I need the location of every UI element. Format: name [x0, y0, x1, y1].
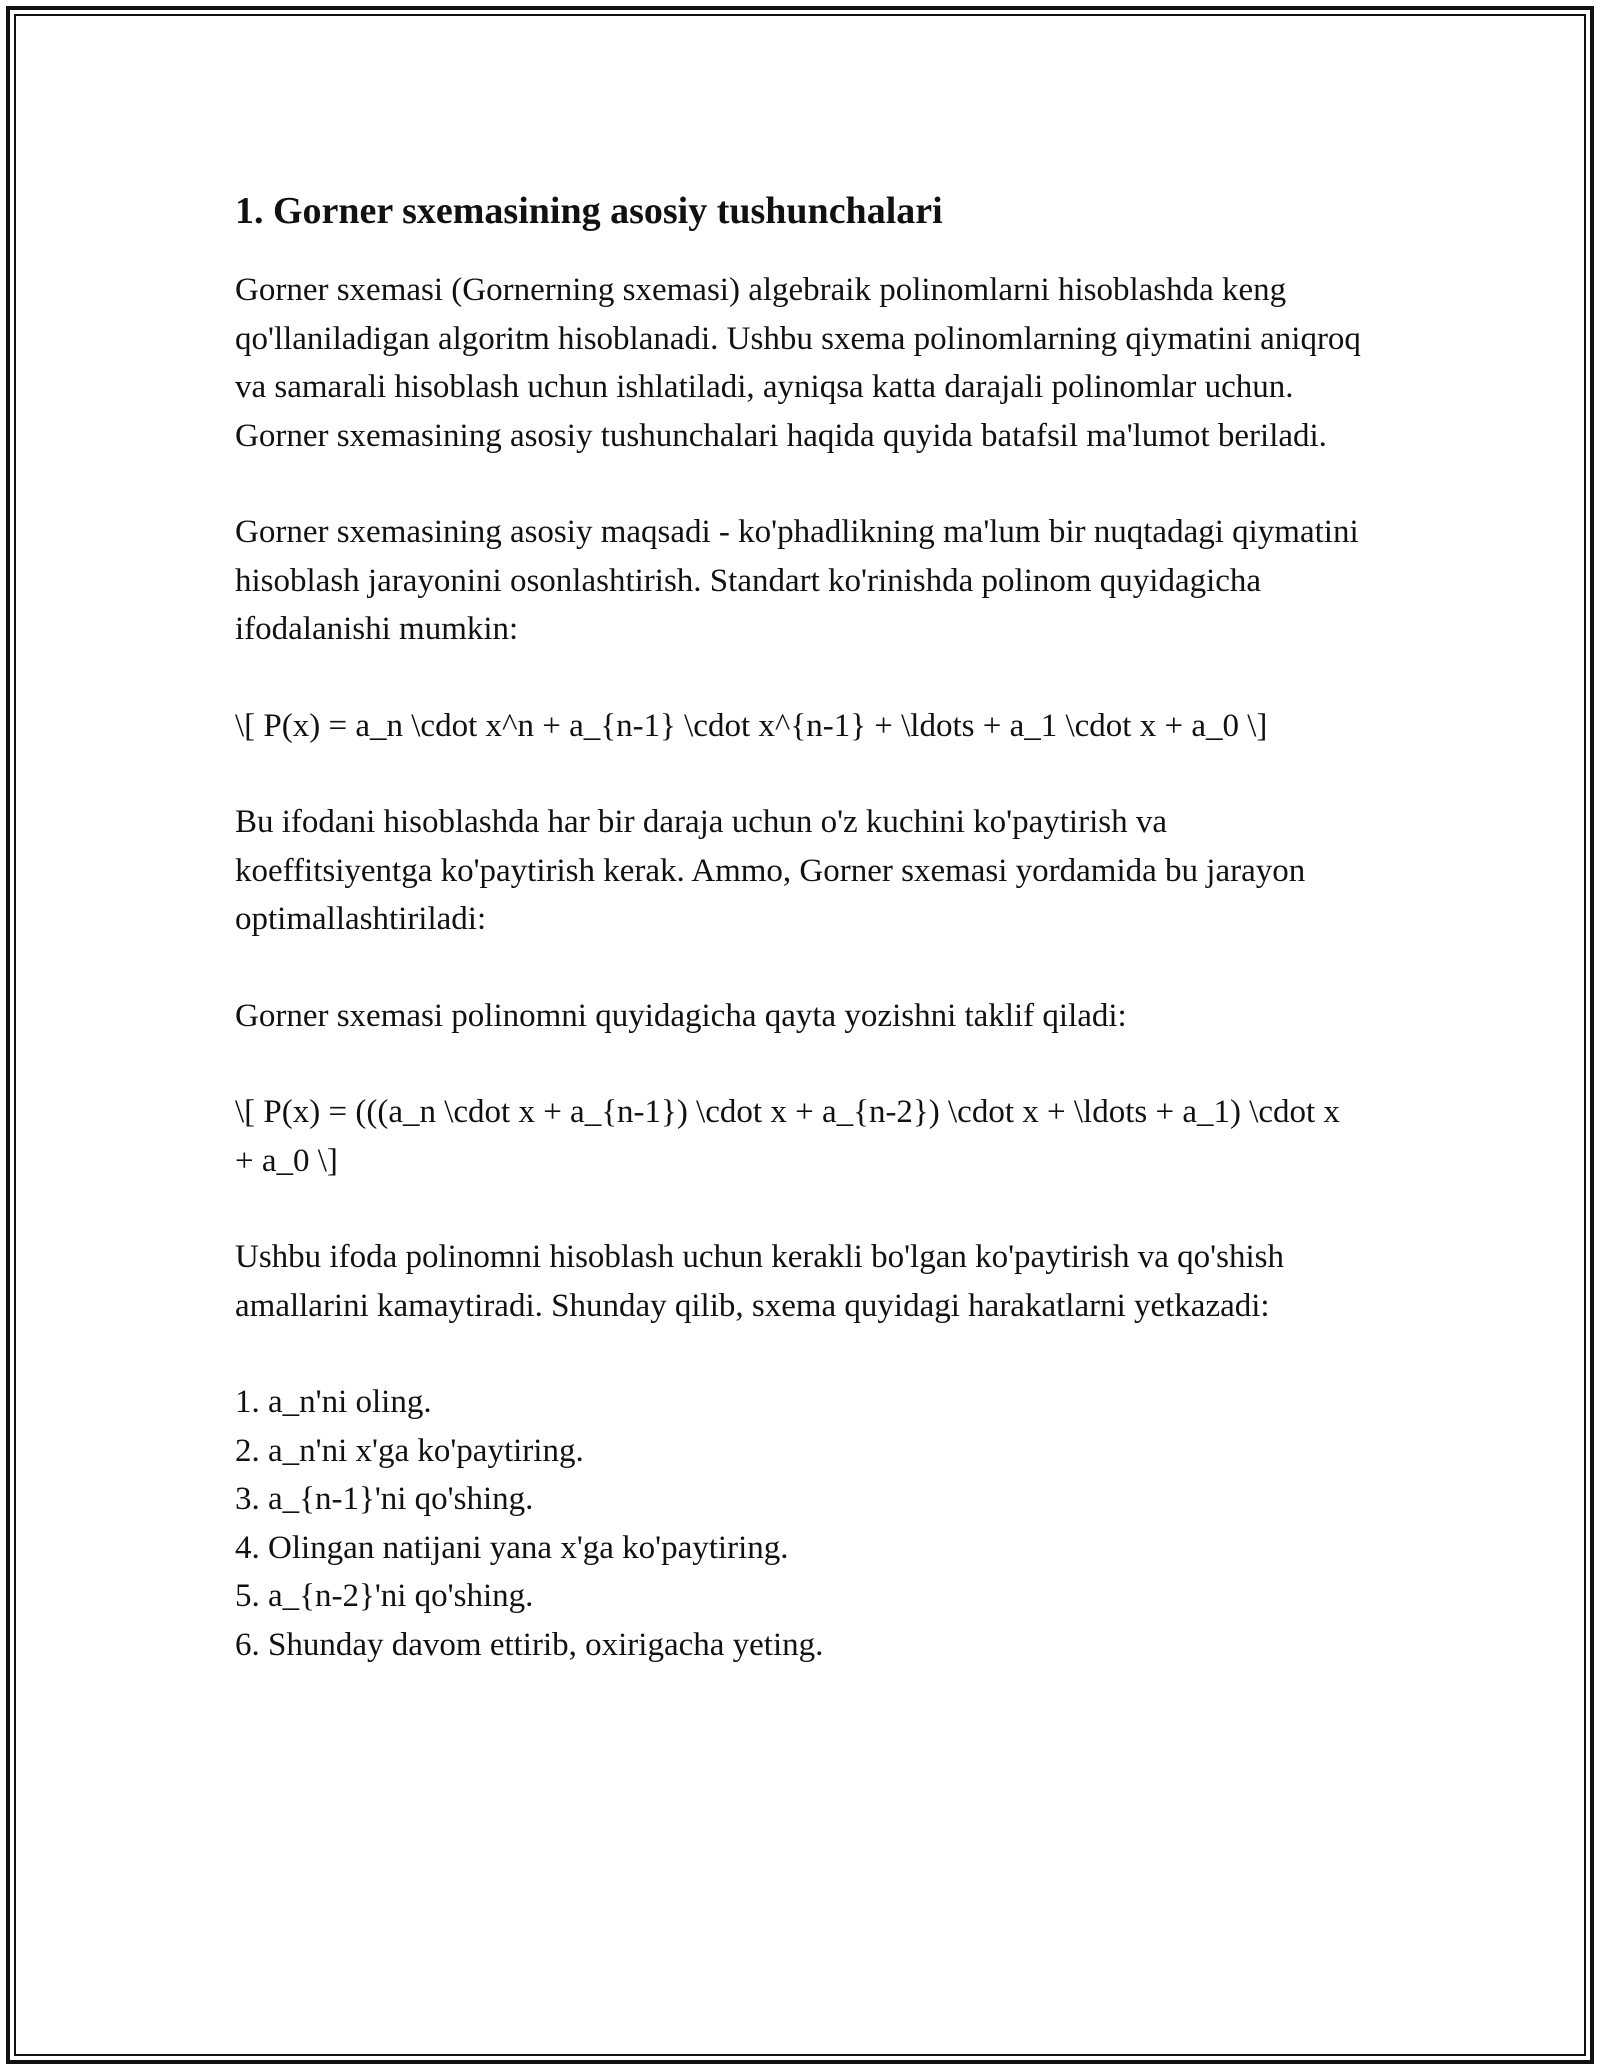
document-body	[235, 186, 1370, 1669]
list-item: 5. a_{n-2}'ni qo'shing.	[235, 1578, 534, 1614]
paragraph-explanation: Bu ifodani hisoblashda har bir daraja uchun o'z kuchini ko'paytirish va koeffitsiyentga ko'paytirish kerak. Ammo, Gorner sxemasi yordamida bu jarayon optimallashtiriladi:	[235, 804, 1314, 937]
list-item: 4. Olingan natijani yana x'ga ko'paytiring.	[235, 1529, 789, 1566]
paragraph-steps-intro: Ushbu ifoda polinomni hisoblash uchun kerakli bo'lgan ko'paytirish va qo'shish amallarini kamaytiradi. Shunday qilib, sxema quyidagi harakatlarni yetkazadi:	[235, 1239, 1293, 1324]
paragraph-purpose: Gorner sxemasining asosiy maqsadi - ko'phadlikning ma'lum bir nuqtadagi qiymatini hisoblash jarayonini osonlashtirish. Standart ko'rinishda polinom quyidagicha ifodalanishi mumkin:	[235, 514, 1367, 647]
steps-list	[235, 1378, 1365, 1669]
section-heading: 1. Gorner sxemasining asosiy tushunchalari	[235, 190, 943, 232]
paragraph-intro: Gorner sxemasi (Gornerning sxemasi) algebraik polinomlarni hisoblashda keng qo'llaniladigan algoritm hisoblanadi. Ushbu sxema polinomlarning qiymatini aniqroq va samarali hisoblash uchun ishlatiladi, ayniqsa katta darajali polinomlar uchun. Gorner sxemasining asosiy tushunchalari haqida quyida batafsil ma'lumot beriladi.	[235, 272, 1370, 454]
formula-horner: \[ P(x) = (((a_n \cdot x + a_{n-1}) \cdot x + a_{n-2}) \cdot x + \ldots + a_1) \cdot x + a_0 \]	[235, 1094, 1349, 1179]
list-item: 2. a_n'ni x'ga ko'paytiring.	[235, 1432, 584, 1469]
paragraph-rewrite: Gorner sxemasi polinomni quyidagicha qayta yozishni taklif qiladi:	[235, 997, 1127, 1034]
formula-standard: \[ P(x) = a_n \cdot x^n + a_{n-1} \cdot x^{n-1} + \ldots + a_1 \cdot x + a_0 \]	[235, 707, 1268, 744]
list-item: 1. a_n'ni oling.	[235, 1384, 432, 1420]
list-item: 3. a_{n-1}'ni qo'shing.	[235, 1481, 534, 1517]
list-item: 6. Shunday davom ettirib, oxirigacha yeting.	[235, 1626, 824, 1663]
